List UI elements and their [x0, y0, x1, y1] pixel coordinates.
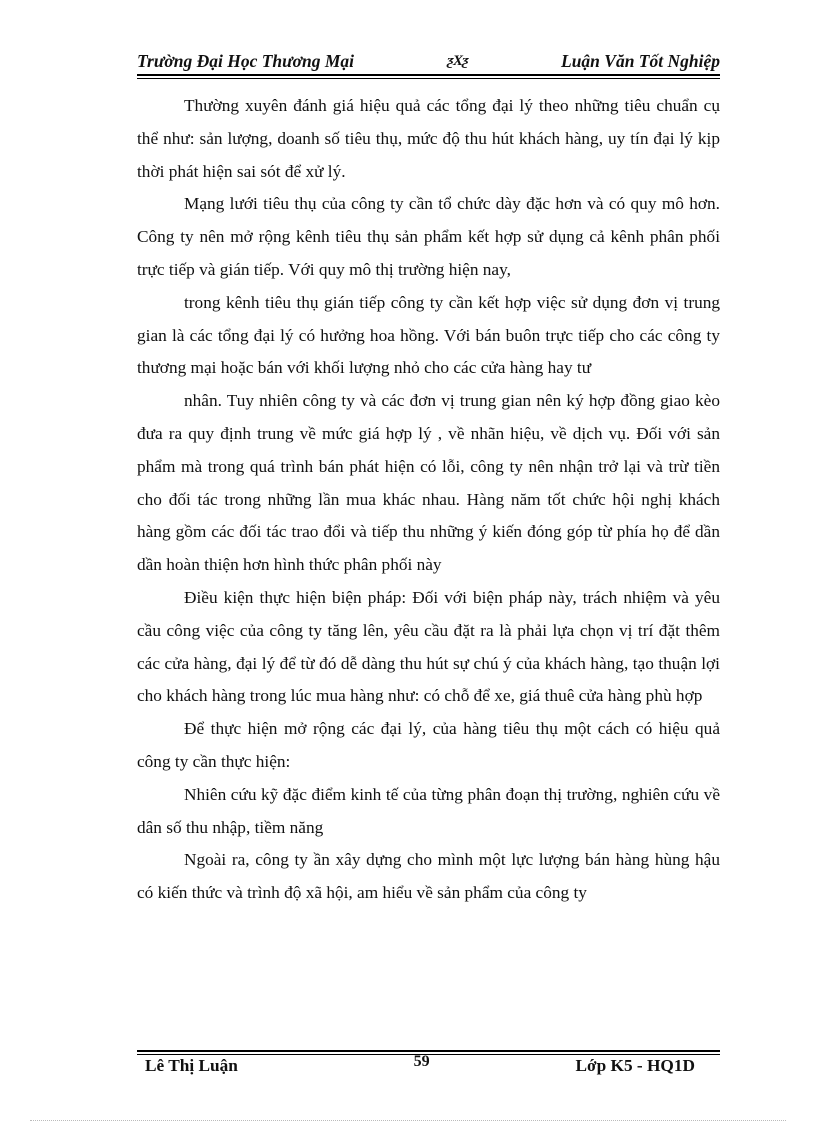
page-number: 59: [413, 1053, 430, 1070]
page-header: [137, 44, 720, 72]
document-body: [137, 90, 720, 910]
paragraph: Điều kiện thực hiện biện pháp: Đối với biện pháp này, trách nhiệm và yêu cầu công việc của công ty tăng lên, yêu cầu đặt ra là phải lựa chọn vị trí đặt thêm các cửa hàng, đại lý để từ đó dễ dàng thu hút sự chú ý của khách hàng, tạo thuận lợi cho khách hàng trong lúc mua hàng như: có chỗ để xe, giá thuê cửa hàng phù hợp: [137, 587, 720, 706]
school-name: Trường Đại Học Thương Mại: [137, 51, 355, 71]
paragraph: trong kênh tiêu thụ gián tiếp công ty cần kết hợp việc sử dụng đơn vị trung gian là các tổng đại lý có hưởng hoa hồng. Với bán buôn trực tiếp cho các công ty thương mại hoặc bán với khối lượng nhỏ cho các cửa hàng hay tư: [137, 292, 720, 378]
paragraph: nhân. Tuy nhiên công ty và các đơn vị trung gian nên ký hợp đồng giao kèo đưa ra quy định trung về mức giá hợp lý , về nhãn hiệu, về dịch vụ. Đối với sản phẩm mà trong quá trình bán phát hiện có lỗi, công ty nên nhận trở lại và trừ tiền cho đối tác trong những lần mua khác nhau. Hàng năm tốt chức hội nghị khách hàng gồm các đối tác trao đổi và tiếp thu những ý kiến đóng góp từ phía họ để dần dần hoàn thiện hơn hình thức phân phối này: [137, 391, 720, 575]
thesis-title: Luận Văn Tốt Nghiệp: [561, 51, 720, 71]
paragraph: Nhiên cứu kỹ đặc điểm kinh tế của từng phân đoạn thị trường, nghiên cứu về dân số thu nhập, tiềm năng: [137, 784, 720, 837]
ornament-glyph: ƺXƺ: [446, 53, 469, 69]
page-footer: [145, 1053, 695, 1076]
paragraph: Mạng lưới tiêu thụ của công ty cần tổ chức dày đặc hơn và có quy mô hơn. Công ty nên mở rộng kênh tiêu thụ sản phẩm kết hợp sử dụng cả kênh phân phối trực tiếp và gián tiếp. Với quy mô thị trường hiện nay,: [137, 194, 720, 279]
author-name: Lê Thị Luận: [145, 1056, 238, 1075]
page-edge-dotted-line: [30, 1120, 786, 1121]
header-divider: [137, 74, 720, 79]
paragraph: Thường xuyên đánh giá hiệu quả các tổng đại lý theo những tiêu chuẩn cụ thể như: sản lượng, doanh số tiêu thụ, mức độ thu hút khách hàng, uy tín đại lý kịp thời phát hiện sai sót để xử lý.: [137, 96, 720, 181]
class-label: Lớp K5 - HQ1D: [575, 1056, 695, 1075]
paragraph: Ngoài ra, công ty ần xây dựng cho mình một lực lượng bán hàng hùng hậu có kiến thức và trình độ xã hội, am hiểu về sản phẩm của công ty: [137, 850, 720, 903]
paragraph: Để thực hiện mở rộng các đại lý, của hàng tiêu thụ một cách có hiệu quả công ty cần thực hiện:: [137, 719, 720, 771]
